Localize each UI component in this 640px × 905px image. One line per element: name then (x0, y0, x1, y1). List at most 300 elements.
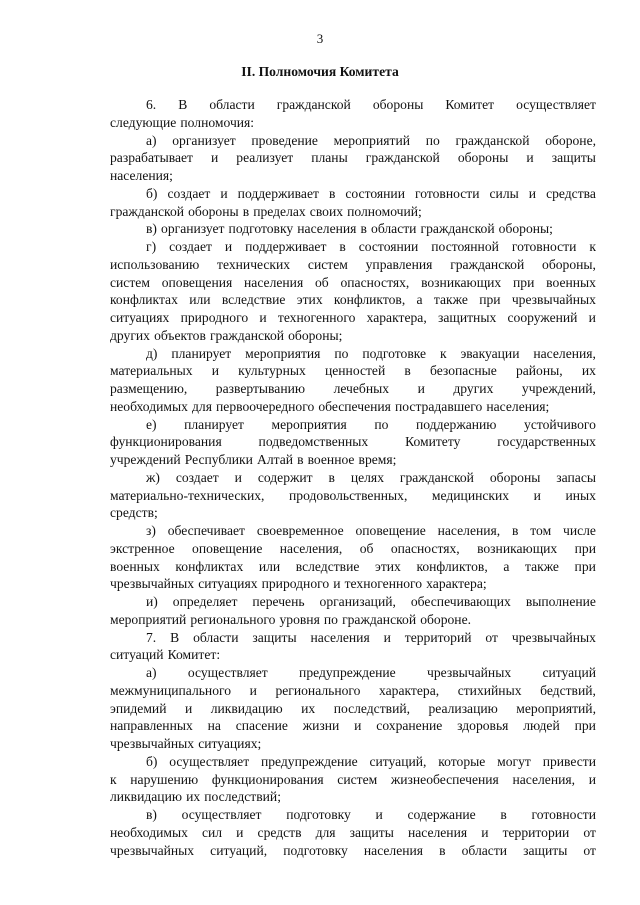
word: сохранение (376, 718, 443, 734)
word: материальных (110, 363, 193, 379)
word: ликвидацию (110, 789, 183, 805)
word: чрезвычайных (110, 576, 195, 592)
word: функционирования (110, 434, 222, 450)
word: числе (563, 523, 596, 538)
word: защиты (252, 629, 297, 645)
word: и (234, 469, 242, 485)
word: создает (169, 239, 212, 254)
word: обеспечения (318, 398, 391, 414)
word: чрезвычайных (511, 292, 596, 308)
word: в (297, 452, 304, 467)
word: нарушению (130, 771, 199, 787)
word: по (374, 416, 389, 432)
word: разрабатывает (110, 150, 193, 166)
word: Республики (184, 452, 253, 467)
word: гражданской (110, 203, 185, 219)
word: чрезвычайных (427, 665, 512, 680)
word: необходимых (110, 398, 188, 414)
word: области (461, 842, 508, 858)
word: направленных (110, 718, 193, 734)
word: учреждений, (521, 381, 596, 396)
word: а (503, 558, 510, 574)
word: при (513, 274, 535, 290)
text-line (110, 398, 596, 416)
word: обороны (489, 469, 541, 485)
word: В (170, 629, 180, 645)
word: населения (363, 842, 424, 858)
text-line (110, 114, 596, 132)
word: возникающих (477, 540, 558, 556)
word: или (258, 558, 281, 574)
word: природного (261, 576, 330, 592)
word: пределах (253, 203, 306, 219)
word: создает (175, 469, 219, 485)
word: чрезвычайных (110, 842, 195, 858)
word: обороны (188, 203, 239, 219)
word: и (333, 576, 341, 592)
word: или (189, 292, 211, 308)
word: технических (217, 256, 291, 272)
text-line (110, 717, 596, 735)
word: определяет (172, 594, 238, 609)
word: гражданской (209, 327, 285, 343)
word: состоянии (345, 185, 405, 201)
word: 7. (146, 629, 157, 645)
word: области (371, 221, 417, 237)
word: к (110, 771, 117, 787)
text-line (110, 309, 596, 327)
word: в (328, 469, 335, 485)
word: и (375, 807, 383, 822)
word: их (186, 789, 201, 805)
word: стихийных (457, 682, 522, 698)
word: межмуниципального (110, 682, 232, 698)
text-line (110, 203, 596, 221)
word: готовности (415, 185, 480, 201)
word: к (589, 239, 596, 254)
text-line (110, 487, 596, 505)
word: проведение (251, 132, 318, 148)
word: систем (110, 274, 150, 290)
word: выполнение (525, 594, 596, 609)
text-line (110, 469, 596, 487)
word: мероприятий (110, 611, 187, 627)
section-heading: II. Полномочия Комитета (241, 64, 399, 79)
text-line (110, 96, 596, 114)
word: поддерживает (237, 185, 319, 201)
word: следующие (110, 114, 177, 130)
word: экстренное (110, 540, 175, 556)
word: на (207, 718, 221, 734)
text-line (110, 593, 596, 611)
word: в (339, 239, 346, 254)
text-line (110, 806, 596, 824)
word: и (383, 629, 391, 645)
word: планирует (184, 416, 244, 432)
text-line (110, 185, 596, 203)
word: населения, (279, 540, 343, 556)
text-line (110, 504, 596, 522)
text-line (110, 700, 596, 718)
word: об (314, 274, 329, 290)
word: уровня (279, 611, 320, 627)
word: в (439, 842, 446, 858)
word: при (479, 292, 501, 308)
word: осуществляет (169, 753, 250, 769)
word: спасение (235, 718, 288, 734)
word: сил (202, 824, 223, 840)
word: ситуаций, (210, 842, 268, 858)
word: и (526, 150, 534, 166)
word: б) (146, 185, 158, 201)
word: планирует (171, 345, 232, 361)
word: защитных (437, 310, 497, 325)
word: Комитет (445, 97, 495, 112)
word: их (581, 363, 596, 379)
word: готовности (531, 807, 596, 822)
word: обороне, (545, 132, 596, 148)
word: реализацию (428, 700, 498, 716)
word: Комитет: (167, 647, 221, 663)
text-line (110, 771, 596, 789)
word: ж) (146, 469, 160, 485)
word: военное (307, 452, 355, 467)
word: этих (296, 292, 323, 308)
text-line (110, 274, 596, 292)
text-line (110, 132, 596, 150)
word: медицинских (431, 487, 510, 503)
word: и (588, 310, 596, 325)
word: гражданской (455, 132, 530, 148)
text-line (110, 416, 596, 434)
word: конфликтах (110, 292, 178, 308)
word: осуществляет (181, 807, 262, 822)
word: от (583, 842, 596, 858)
word: предупреждение (299, 665, 396, 680)
word: населения; (486, 398, 550, 414)
word: людей (523, 718, 560, 734)
word: при (574, 558, 596, 574)
word: населения (297, 221, 357, 237)
word: от (485, 629, 498, 645)
word: мероприятия (271, 416, 347, 432)
word: возникающих (421, 274, 502, 290)
word: для (315, 824, 336, 840)
word: и (211, 363, 220, 379)
word: перечень (252, 594, 305, 609)
word: конфликтов, (416, 558, 488, 574)
word: средства (546, 185, 596, 201)
word: также (524, 558, 559, 574)
text-line (110, 682, 596, 700)
word: материально-технических, (110, 487, 265, 503)
text-line (110, 558, 596, 576)
word: чрезвычайных (511, 629, 596, 645)
word: опасностях, (340, 274, 410, 290)
page-number: 3 (316, 31, 324, 46)
word: гражданской (450, 256, 525, 272)
word: в (512, 523, 519, 538)
word: и (528, 185, 537, 201)
word: а) (146, 665, 157, 680)
word: силы (489, 185, 519, 201)
word: продовольственных, (289, 487, 408, 503)
word: жизни (302, 718, 340, 734)
word: 6. (146, 97, 157, 112)
word: функционирования (211, 771, 324, 787)
word: опасностях, (390, 540, 460, 556)
word: иных (565, 487, 596, 503)
word: размещению, (110, 381, 188, 396)
word: обороны (372, 97, 424, 112)
word: организаций, (319, 594, 396, 609)
word: подготовку (228, 221, 294, 237)
word: и (224, 239, 233, 254)
word: д) (146, 345, 158, 361)
word: вследствие (221, 292, 286, 308)
word: ситуаций (110, 647, 164, 663)
word: в (500, 807, 507, 822)
word: запасы (556, 469, 596, 485)
word: постоянной (431, 239, 499, 254)
word: и (533, 487, 541, 503)
text-line (110, 664, 596, 682)
word: систем (307, 256, 348, 272)
word: б) (146, 753, 158, 769)
text-line (110, 611, 596, 629)
word: и (236, 824, 244, 840)
word: обороны; (288, 327, 343, 343)
word: оповещение (355, 523, 426, 538)
text-line (110, 149, 596, 167)
word: первоочередного (216, 398, 315, 414)
word: населения, (533, 345, 596, 361)
word: подготовку (283, 842, 348, 858)
word: конфликтов, (333, 292, 406, 308)
word: и (184, 700, 193, 716)
word: государственных (497, 434, 596, 450)
word: по (323, 611, 338, 627)
word: а) (146, 132, 157, 148)
word: мероприятия (245, 345, 321, 361)
word: их (301, 700, 316, 716)
word: содержит (257, 469, 313, 485)
word: и (417, 381, 425, 396)
word: е) (146, 416, 157, 432)
word: характера, (366, 310, 427, 325)
word: гражданской (365, 150, 440, 166)
word: вследствие (295, 558, 360, 574)
text-line (110, 522, 596, 540)
word: населения, (512, 771, 576, 787)
word: Алтай (257, 452, 294, 467)
word: реализует (236, 150, 294, 166)
text-line (110, 362, 596, 380)
word: систем (337, 771, 378, 787)
word: сооружений (507, 310, 578, 325)
word: своевременное (256, 523, 344, 538)
word: поддерживает (245, 239, 327, 254)
word: ситуациях; (198, 736, 262, 751)
word: чрезвычайных (110, 736, 195, 751)
word: для (192, 398, 212, 414)
word: военных (110, 558, 160, 574)
word: жизнеобеспечения (390, 771, 499, 787)
word: привести (542, 753, 596, 769)
word: пострадавшего (395, 398, 483, 414)
word: организует (172, 132, 236, 148)
word: в (360, 221, 367, 237)
word: ценностей (324, 363, 386, 379)
word: безопасные (429, 363, 497, 379)
text-line (110, 788, 596, 806)
word: мероприятий (333, 132, 410, 148)
word: в (404, 363, 411, 379)
text-line (110, 380, 596, 398)
word: обороны (457, 150, 509, 166)
word: гражданской (399, 469, 474, 485)
body-text (110, 96, 596, 859)
word: этих (375, 558, 401, 574)
word: об (359, 540, 374, 556)
word: использованию (110, 256, 200, 272)
word: регионального (190, 611, 276, 627)
word: при (574, 718, 596, 734)
word: средств (257, 824, 302, 840)
word: области (193, 629, 239, 645)
word: культурных (238, 363, 306, 379)
word: лечебных (333, 381, 390, 396)
word: защиты (551, 150, 596, 166)
word: г) (146, 239, 157, 254)
word: конфликтах (175, 558, 244, 574)
word: обороне. (420, 611, 471, 627)
word: развертыванию (215, 381, 306, 396)
text-line (110, 540, 596, 558)
word: поддержанию (415, 416, 497, 432)
word: и (220, 185, 228, 201)
word: в (242, 203, 250, 219)
word: других (110, 327, 150, 343)
word: территорий (404, 629, 472, 645)
word: управления (365, 256, 433, 272)
word: по (425, 132, 440, 148)
word: планы (311, 150, 348, 166)
word: в (328, 185, 336, 201)
word: других (453, 381, 494, 396)
word: населения (310, 629, 370, 645)
word: время; (358, 452, 397, 467)
word: целях (350, 469, 384, 485)
word: обеспечивает (167, 523, 246, 538)
text-line (110, 824, 596, 842)
word: осуществляет (516, 97, 596, 112)
text-line (110, 433, 596, 451)
word: могут (497, 753, 531, 769)
word: которые (438, 753, 486, 769)
word: з) (146, 523, 156, 538)
text-line (110, 451, 596, 469)
word: и (249, 682, 257, 698)
word: населения (407, 824, 468, 840)
word: ситуациях (110, 310, 170, 325)
word: ситуаций (542, 665, 596, 680)
text-line (110, 842, 596, 860)
word: а (416, 292, 423, 308)
word: содержание (407, 807, 476, 822)
text-line (110, 735, 596, 753)
word: В (178, 97, 188, 112)
word: мероприятий, (516, 700, 596, 716)
word: и (210, 150, 219, 166)
text-line (110, 575, 596, 593)
word: эвакуации (460, 345, 520, 361)
word: от (583, 824, 596, 840)
word: создает (167, 185, 211, 201)
text-line (110, 291, 596, 309)
word: техногенного (277, 310, 356, 325)
word: последствий, (333, 700, 411, 716)
word: подведомственных (258, 434, 369, 450)
word: в) (146, 807, 157, 822)
word: бедствий, (540, 682, 596, 698)
word: техногенного (344, 576, 423, 592)
word: и (481, 824, 489, 840)
text-line (110, 646, 596, 664)
word: гражданской (276, 97, 351, 112)
word: обороны; (498, 221, 553, 237)
word: регионального (275, 682, 361, 698)
text-line (110, 220, 596, 238)
word: в) (146, 221, 157, 237)
word: районы, (515, 363, 563, 379)
word: полномочия: (180, 114, 255, 130)
word: здоровья (457, 718, 509, 734)
word: также (433, 292, 468, 308)
word: подготовке (362, 345, 427, 361)
word: населения; (110, 168, 173, 183)
word: характера, (379, 682, 440, 698)
word: и (259, 310, 267, 325)
word: защиты (523, 842, 568, 858)
word: оповещения (161, 274, 233, 290)
word: том (530, 523, 552, 538)
word: организует (161, 221, 225, 237)
word: средств; (110, 505, 158, 521)
word: военных (546, 274, 596, 290)
word: состоянии (358, 239, 419, 254)
word: своих (309, 203, 344, 219)
word: полномочий; (347, 203, 422, 219)
word: Комитету (405, 434, 461, 450)
word: обеспечивающих (410, 594, 511, 609)
text-line (110, 345, 596, 363)
word: по (334, 345, 349, 361)
word: природного (180, 310, 249, 325)
text-line (110, 167, 596, 185)
word: области (209, 97, 255, 112)
word: гражданской (342, 611, 417, 627)
text-line (110, 629, 596, 647)
text-line (110, 238, 596, 256)
word: устойчивого (524, 416, 596, 432)
word: ликвидацию (210, 700, 283, 716)
word: к (439, 345, 447, 361)
text-line (110, 327, 596, 345)
word: ситуациях (198, 576, 258, 592)
word: учреждений (110, 452, 181, 467)
word: при (574, 540, 596, 556)
